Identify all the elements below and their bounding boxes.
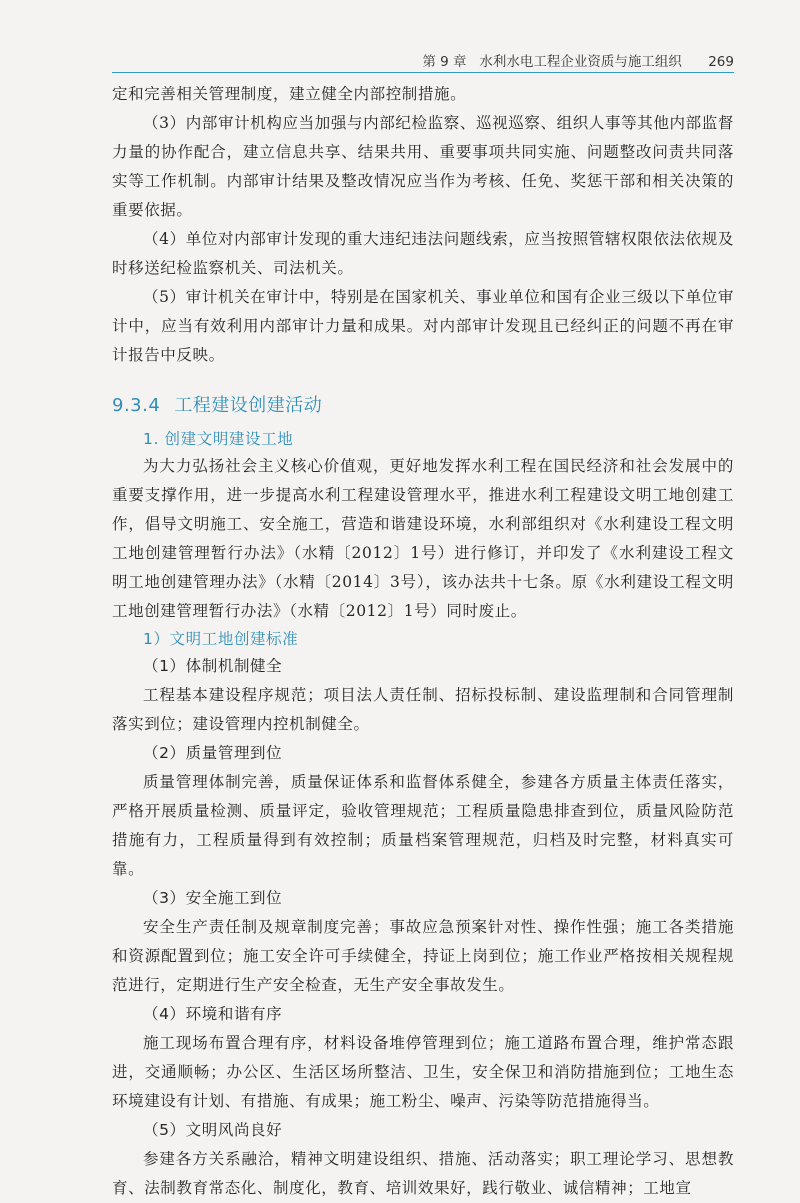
page-number: 269 (708, 54, 734, 70)
chapter-label: 第 9 章 (422, 54, 467, 70)
standard-item-body: 工程基本建设程序规范；项目法人责任制、招标投标制、建设监理制和合同管理制落实到位；建设管理内控机制健全。 (112, 686, 734, 733)
standards-heading: 1）文明工地创建标准 (143, 630, 299, 648)
standard-item-title: （2）质量管理到位 (143, 744, 283, 762)
section-title: 工程建设创建活动 (174, 395, 323, 416)
standard-item-body: 施工现场布置合理有序，材料设备堆停管理到位；施工道路布置合理，维护常态跟进，交通顺畅；办公区、生活区场所整洁、卫生，安全保卫和消防措施到位；工地生态环境建设有计划、有措施、有成果；施工粉尘、噪声、污染等防范措施得当。 (112, 1034, 734, 1110)
standard-item-title: （3）安全施工到位 (143, 889, 283, 907)
header-text (422, 50, 734, 70)
paragraph-item-5: （5）审计机关在审计中，特别是在国家机关、事业单位和国有企业三级以下单位审计中，应当有效利用内部审计力量和成果。对内部审计发现且已经纠正的问题不再在审计报告中反映。 (112, 288, 734, 364)
page-body (112, 80, 734, 1203)
chapter-title: 水利水电工程企业资质与施工组织 (479, 54, 682, 70)
standard-item-title: （5）文明风尚良好 (143, 1121, 283, 1139)
running-header (112, 42, 734, 73)
paragraph-continued: 定和完善相关管理制度，建立健全内部控制措施。 (112, 85, 467, 103)
standard-item-body: 安全生产责任制及规章制度完善；事故应急预案针对性、操作性强；施工各类措施和资源配置到位；施工安全许可手续健全，持证上岗到位；施工作业严格按相关规程规范进行，定期进行生产安全检查，无生产安全事故发生。 (112, 918, 734, 994)
standard-item-body: 参建各方关系融洽，精神文明建设组织、措施、活动落实；职工理论学习、思想教育、法制教育常态化、制度化，教育、培训效果好，践行敬业、诚信精神；工地宣 (112, 1150, 734, 1197)
section-number: 9.3.4 (112, 395, 161, 416)
standard-item-title: （1）体制机制健全 (143, 657, 283, 675)
paragraph-item-3: （3）内部审计机构应当加强与内部纪检监察、巡视巡察、组织人事等其他内部监督力量的协作配合，建立信息共享、结果共用、重要事项共同实施、问题整改问责共同落实等工作机制。内部审计结果及整改情况应当作为考核、任免、奖惩干部和相关决策的重要依据。 (112, 114, 734, 219)
subsection-intro: 为大力弘扬社会主义核心价值观，更好地发挥水利工程在国民经济和社会发展中的重要支撑作用，进一步提高水利工程建设管理水平，推进水利工程建设文明工地创建工作，倡导文明施工、安全施工，营造和谐建设环境，水利部组织对《水利建设工程文明工地创建管理暂行办法》（水精〔2012〕1号）进行修订，并印发了《水利建设工程文明工地创建管理办法》（水精〔2014〕3号），该办法共十七条。原《水利建设工程文明工地创建管理暂行办法》（水精〔2012〕1号）同时废止。 (112, 457, 734, 620)
standard-item-title: （4）环境和谐有序 (143, 1005, 283, 1023)
paragraph-item-4: （4）单位对内部审计发现的重大违纪违法问题线索，应当按照管辖权限依法依规及时移送纪检监察机关、司法机关。 (112, 230, 734, 277)
section-heading (112, 393, 734, 419)
standard-item-body: 质量管理体制完善，质量保证体系和监督体系健全，参建各方质量主体责任落实，严格开展质量检测、质量评定，验收管理规范；工程质量隐患排查到位，质量风险防范措施有力，工程质量得到有效控制；质量档案管理规范，归档及时完整，材料真实可靠。 (112, 773, 734, 878)
subsection-heading: 1. 创建文明建设工地 (143, 430, 294, 448)
